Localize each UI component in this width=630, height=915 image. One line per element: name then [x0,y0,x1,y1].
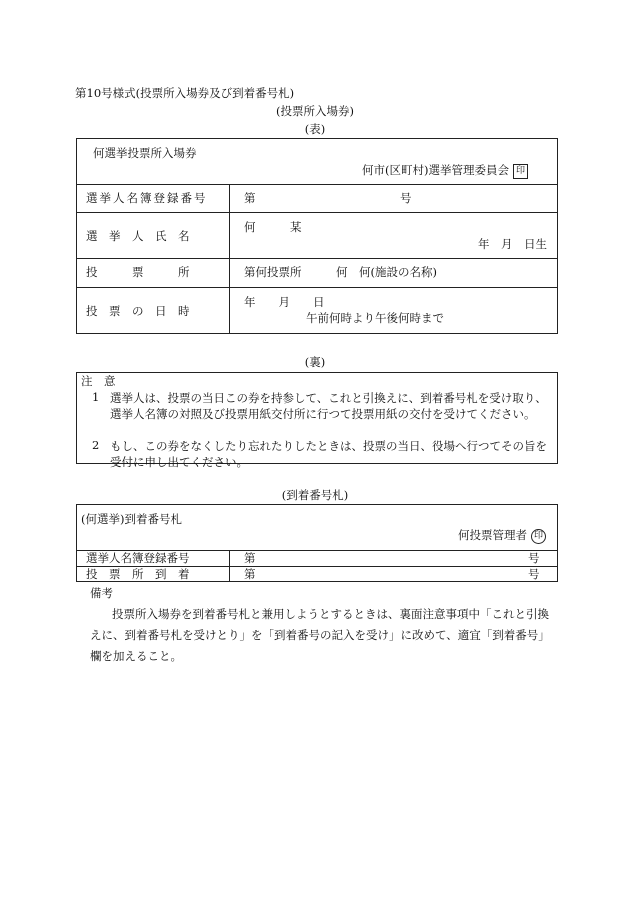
note-2-number: 2 [92,438,100,452]
note-1: 選挙人は、投票の当日この券を持参して、これと引換えに、到着番号札を受け取り、選挙人名簿の対照及び投票用紙交付所に行つて投票用紙の交付を受けてください。 [110,391,547,421]
form-title: 第10号様式(投票所入場券及び到着番号札) [75,86,295,100]
arrival-value2-registry: 号 [528,551,540,565]
ticket-name: 何選挙投票所入場券 [93,146,197,160]
row-value2-birthdate: 年 月 日生 [478,237,547,251]
row-value-voting-date: 年 月 日 [244,295,325,309]
arrival-heading: (到着番号札) [281,488,349,502]
seal-stamp-icon: 印 [513,164,528,179]
row-value-name: 何 某 [244,220,302,234]
row-value-registry: 第 [244,191,256,205]
row-value-polling-place: 第何投票所 何 何(施設の名称) [244,265,437,279]
row-label-name: 選 挙 人 氏 名 [86,229,190,243]
arrival-card-name: (何選挙)到着番号札 [81,512,182,526]
arrival-label-arrival: 投 票 所 到 着 [86,567,190,581]
notes-title: 注 意 [81,374,116,388]
row-label-registry: 選挙人名簿登録番号 [86,191,208,205]
issuer-line [362,163,528,179]
row-value-voting-hours: 午前何時より午後何時まで [306,311,444,325]
row-label-polling-place: 投 票 所 [86,265,190,279]
back-heading: (裏) [304,355,326,369]
front-heading: (表) [304,122,326,136]
remarks-title: 備考 [90,586,113,600]
issuer: 何市(区町村)選挙管理委員会 [362,163,509,177]
arrival-issuer-line [458,528,546,544]
arrival-value-arrival: 第 [244,567,256,581]
arrival-label-registry: 選挙人名簿登録番号 [86,551,190,565]
arrival-issuer: 何投票管理者 [458,528,527,542]
note-1-number: 1 [92,390,100,404]
ticket-heading: (投票所入場券) [276,104,354,118]
row-value2-registry: 号 [400,191,412,205]
note-2: もし、この券をなくしたり忘れたりしたときは、投票の当日、役場へ行つてその旨を受付に申し出てください。 [110,439,547,469]
arrival-value-registry: 第 [244,551,256,565]
row-label-voting-date: 投 票 の 日 時 [86,304,190,318]
arrival-value2-arrival: 号 [528,567,540,581]
remarks-text: 投票所入場券を到着番号札と兼用しようとするときは、裏面注意事項中「これと引換えに、到着番号札を受けとり」を「到着番号の記入を受け」に改めて、適宜「到着番号」欄を加えること。 [90,607,550,663]
seal-stamp-icon: 印 [531,529,546,544]
